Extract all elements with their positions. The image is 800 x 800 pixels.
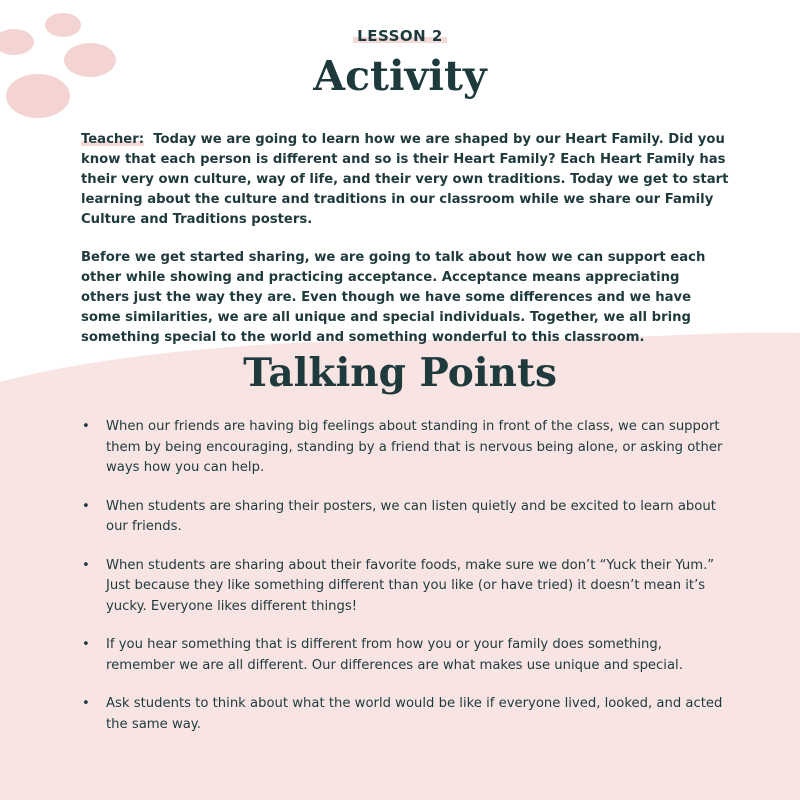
lesson-label: [0, 27, 800, 45]
talking-point-text: If you hear something that is different from how you or your family does something, remember we are all different. Our differences are what makes use unique and special.: [106, 637, 683, 673]
talking-points-list: [80, 417, 730, 753]
intro-paragraph-1-text: Today we are going to learn how we are shaped by our Heart Family. Did you know that each person is different and so is their Heart Family? Each Heart Family has their very own culture, way of life, and their very own traditions. Today we get to start learning about the culture and traditions in our classroom while we share our Family Culture and Traditions posters.: [81, 132, 729, 227]
list-item: [80, 556, 730, 618]
talking-point-text: When students are sharing their posters, we can listen quietly and be excited to learn about our friends.: [106, 498, 716, 534]
activity-title: Activity: [313, 52, 487, 100]
list-item: [80, 694, 730, 735]
intro-paragraph: [81, 130, 731, 230]
bullet-icon: •: [82, 419, 90, 434]
intro-section: [81, 130, 731, 366]
list-item: [80, 497, 730, 538]
talking-point-text: When our friends are having big feelings about standing in front of the class, we can support them by being encouraging, standing by a friend that is nervous being alone, or asking other ways how you can help.: [106, 419, 723, 475]
bullet-icon: •: [82, 557, 90, 573]
bullet-icon: •: [82, 696, 90, 711]
teacher-label: Teacher:: [81, 132, 145, 147]
list-item: [80, 635, 730, 676]
talking-point-text: Ask students to think about what the world would be like if everyone lived, looked, and acted the same way.: [106, 696, 723, 732]
talking-points-title: Talking Points: [243, 350, 557, 396]
talking-point-text: When students are sharing about their favorite foods, make sure we don’t “Yuck their Yum.” Just because they like something different than you like (or have tried) it doesn’t mean it’s yucky. Everyone likes different things!: [106, 557, 715, 614]
list-item: [80, 417, 730, 479]
bullet-icon: •: [82, 637, 90, 652]
intro-paragraph-2: Before we get started sharing, we are going to talk about how we can support each other while showing and practicing acceptance. Acceptance means appreciating others just the way they are. Even though we have some differences and we have some similarities, we are all unique and special individuals. Together, we all bring something special to the world and something wonderful to this classroom.: [81, 250, 706, 345]
lesson-label-text: LESSON 2: [353, 27, 447, 45]
bullet-icon: •: [82, 498, 90, 514]
